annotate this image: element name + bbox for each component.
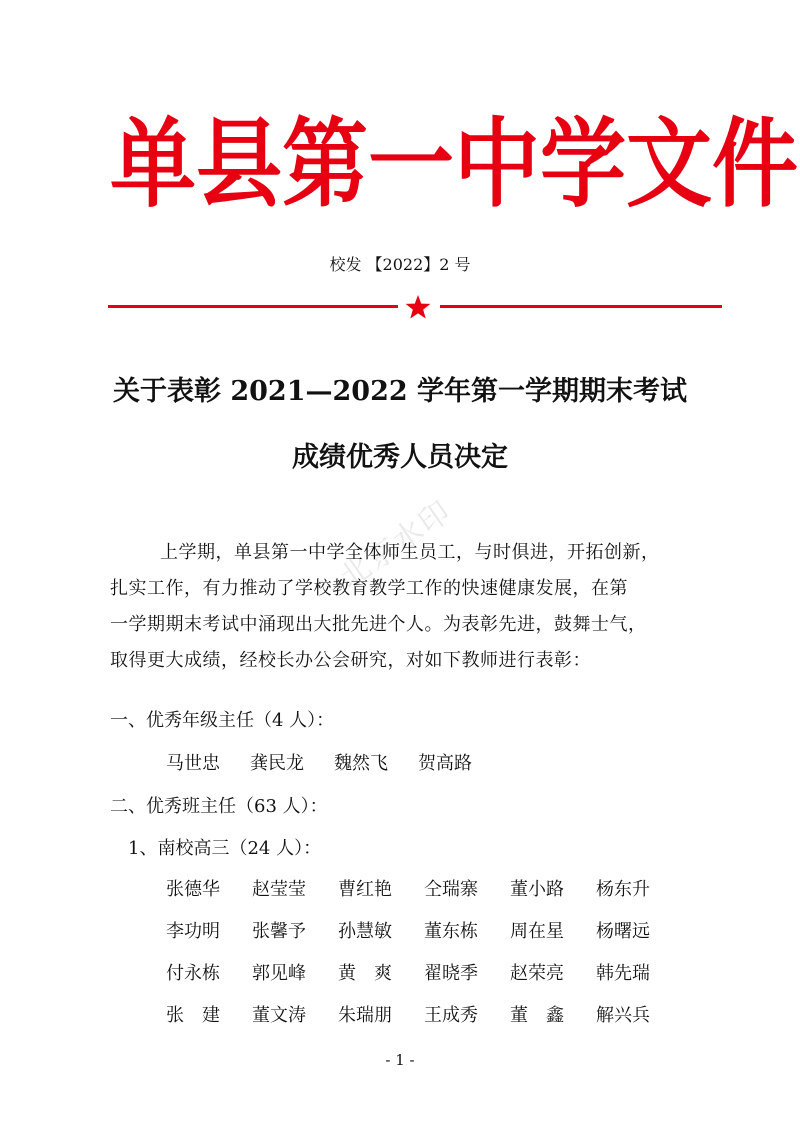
- body-line: 上学期，单县第一中学全体师生员工，与时俱进，开拓创新，: [160, 542, 660, 563]
- page-number: - 1 -: [385, 1051, 415, 1069]
- masthead-char: 学: [540, 107, 626, 221]
- person-name: 张德华: [166, 879, 220, 900]
- masthead-char: 一: [368, 107, 454, 221]
- subsection-heading: 1、南校高三（24 人）：: [128, 838, 322, 859]
- person-name: 韩先瑞: [596, 963, 650, 984]
- person-name: 杨东升: [596, 879, 650, 900]
- person-name: 郭见峰: [252, 963, 306, 984]
- person-name: 张馨予: [252, 921, 306, 942]
- document-title-line2: 成绩优秀人员决定: [292, 442, 508, 473]
- red-star-icon: [405, 294, 431, 320]
- person-name: 董 鑫: [510, 1005, 564, 1026]
- document-title-line1: 关于表彰 2021—2022 学年第一学期期末考试: [112, 376, 688, 407]
- red-rule-right: [440, 305, 722, 308]
- masthead-char: 单: [110, 107, 196, 221]
- person-name: 董文涛: [252, 1005, 306, 1026]
- person-name: 张 建: [166, 1005, 220, 1026]
- person-name: 解兴兵: [596, 1005, 650, 1026]
- body-paragraph: [110, 535, 720, 679]
- person-name: 朱瑞朋: [338, 1005, 392, 1026]
- masthead-char: 第: [282, 107, 368, 221]
- masthead-char: 县: [196, 107, 282, 221]
- document-number: 校发 【2022】2 号: [329, 255, 471, 274]
- watermark-text: 北京水印: [333, 493, 459, 596]
- red-rule-left: [108, 305, 398, 308]
- person-name: 赵莹莹: [252, 879, 306, 900]
- person-name: 董东栋: [424, 921, 478, 942]
- person-name: 曹红艳: [338, 879, 392, 900]
- person-name: 付永栋: [166, 963, 220, 984]
- person-name: 魏然飞: [334, 753, 388, 774]
- name-row: [166, 918, 682, 946]
- name-row: [166, 960, 682, 988]
- masthead-char: 文: [626, 107, 712, 221]
- section-heading: 一、优秀年级主任（4 人）：: [110, 710, 335, 731]
- person-name: 黄 爽: [338, 963, 392, 984]
- person-name: 仝瑞寨: [424, 879, 478, 900]
- person-name: 马世忠: [166, 753, 220, 774]
- person-name: 龚民龙: [250, 753, 304, 774]
- person-name: 孙慧敏: [338, 921, 392, 942]
- person-name: 董小路: [510, 879, 564, 900]
- body-line: 扎实工作，有力推动了学校教育教学工作的快速健康发展，在第: [110, 578, 628, 599]
- masthead-char: 件: [712, 107, 798, 221]
- person-name: 王成秀: [424, 1005, 478, 1026]
- person-name: 李功明: [166, 921, 220, 942]
- name-row: [166, 750, 502, 778]
- body-line: 一学期期末考试中涌现出大批先进个人。为表彰先进，鼓舞士气，: [110, 614, 647, 635]
- person-name: 周在星: [510, 921, 564, 942]
- name-row: [166, 876, 682, 904]
- document-masthead: [110, 107, 798, 221]
- name-row: [166, 1002, 682, 1030]
- person-name: 杨曙远: [596, 921, 650, 942]
- person-name: 贺高路: [418, 753, 472, 774]
- person-name: 翟晓季: [424, 963, 478, 984]
- section-heading: 二、优秀班主任（63 人）：: [110, 796, 328, 817]
- person-name: 赵荣亮: [510, 963, 564, 984]
- masthead-char: 中: [454, 107, 540, 221]
- body-line: 取得更大成绩，经校长办公会研究，对如下教师进行表彰：: [110, 650, 591, 671]
